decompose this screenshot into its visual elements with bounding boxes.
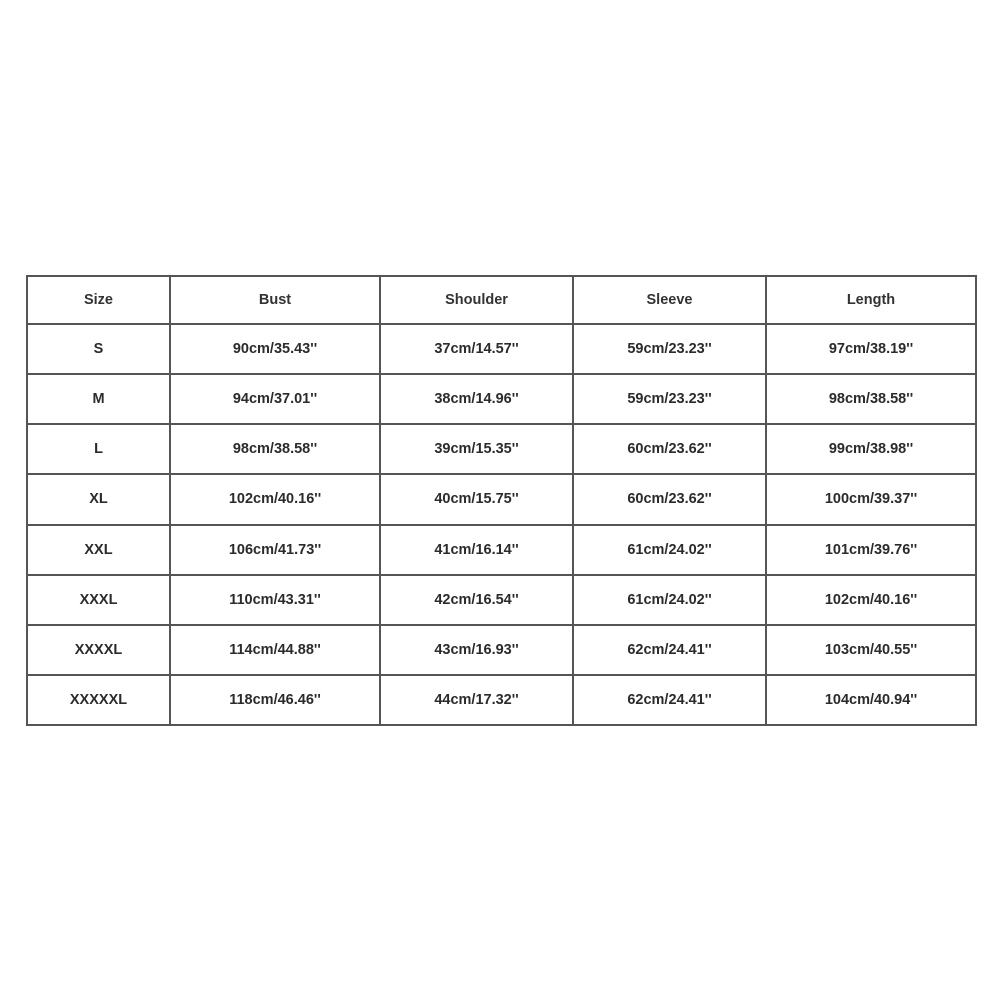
table-row <box>27 525 976 575</box>
sleeve-cell: 60cm/23.62'' <box>573 424 766 474</box>
bust-cell: 106cm/41.73'' <box>170 525 380 575</box>
table-row <box>27 575 976 625</box>
size-cell: XXL <box>27 525 170 575</box>
bust-cell: 90cm/35.43'' <box>170 324 380 374</box>
bust-cell: 114cm/44.88'' <box>170 625 380 675</box>
size-cell: M <box>27 374 170 424</box>
size-cell: L <box>27 424 170 474</box>
sleeve-cell: 59cm/23.23'' <box>573 374 766 424</box>
length-cell: 103cm/40.55'' <box>766 625 976 675</box>
shoulder-cell: 42cm/16.54'' <box>380 575 573 625</box>
header-shoulder: Shoulder <box>380 276 573 324</box>
header-sleeve: Sleeve <box>573 276 766 324</box>
table-row <box>27 675 976 725</box>
sleeve-cell: 62cm/24.41'' <box>573 625 766 675</box>
sleeve-cell: 60cm/23.62'' <box>573 474 766 524</box>
shoulder-cell: 44cm/17.32'' <box>380 675 573 725</box>
shoulder-cell: 40cm/15.75'' <box>380 474 573 524</box>
size-chart-table <box>26 275 977 726</box>
size-cell: XXXXXL <box>27 675 170 725</box>
table-row <box>27 474 976 524</box>
header-size: Size <box>27 276 170 324</box>
bust-cell: 110cm/43.31'' <box>170 575 380 625</box>
sleeve-cell: 59cm/23.23'' <box>573 324 766 374</box>
header-length: Length <box>766 276 976 324</box>
bust-cell: 94cm/37.01'' <box>170 374 380 424</box>
size-cell: S <box>27 324 170 374</box>
size-cell: XL <box>27 474 170 524</box>
table-row <box>27 324 976 374</box>
size-cell: XXXXL <box>27 625 170 675</box>
size-cell: XXXL <box>27 575 170 625</box>
bust-cell: 98cm/38.58'' <box>170 424 380 474</box>
bust-cell: 102cm/40.16'' <box>170 474 380 524</box>
shoulder-cell: 38cm/14.96'' <box>380 374 573 424</box>
length-cell: 102cm/40.16'' <box>766 575 976 625</box>
length-cell: 104cm/40.94'' <box>766 675 976 725</box>
sleeve-cell: 61cm/24.02'' <box>573 575 766 625</box>
length-cell: 100cm/39.37'' <box>766 474 976 524</box>
sleeve-cell: 62cm/24.41'' <box>573 675 766 725</box>
bust-cell: 118cm/46.46'' <box>170 675 380 725</box>
shoulder-cell: 37cm/14.57'' <box>380 324 573 374</box>
header-bust: Bust <box>170 276 380 324</box>
length-cell: 101cm/39.76'' <box>766 525 976 575</box>
length-cell: 99cm/38.98'' <box>766 424 976 474</box>
length-cell: 97cm/38.19'' <box>766 324 976 374</box>
sleeve-cell: 61cm/24.02'' <box>573 525 766 575</box>
table-row <box>27 625 976 675</box>
shoulder-cell: 39cm/15.35'' <box>380 424 573 474</box>
header-row <box>27 276 976 324</box>
shoulder-cell: 43cm/16.93'' <box>380 625 573 675</box>
length-cell: 98cm/38.58'' <box>766 374 976 424</box>
shoulder-cell: 41cm/16.14'' <box>380 525 573 575</box>
table-row <box>27 374 976 424</box>
table-row <box>27 424 976 474</box>
